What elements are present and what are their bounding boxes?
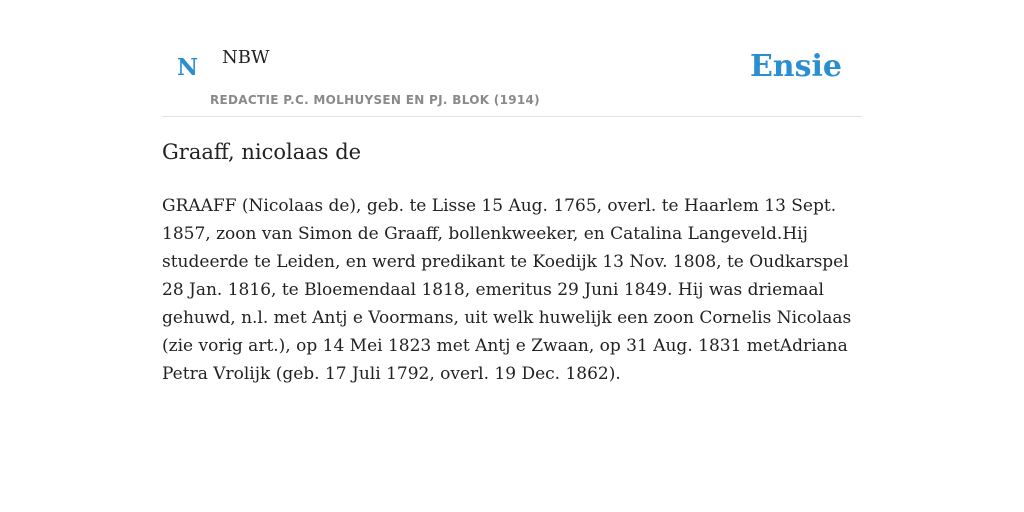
article-body: GRAAFF (Nicolaas de), geb. te Lisse 15 Aug. 1765, overl. te Haarlem 13 Sept. 1857, zoon van Simon de Graaff, bollenkweeker, en Catalina Langeveld.Hij studeerde te Leiden, en werd predikant te Koedijk 13 Nov. 1808, te Oudkarspel 28 Jan. 1816, te Bloemendaal 1818, emeritus 29 Juni 1849. Hij was driemaal gehuwd, n.l. met Antj e Voormans, uit welk huwelijk een zoon Cornelis Nicolaas (zie vorig art.), op 14 Mei 1823 met Antj e Zwaan, op 31 Aug. 1831 metAdriana Petra Vrolijk (geb. 17 Juli 1792, overl. 19 Dec. 1862).	[162, 196, 852, 384]
source-name: NBW	[222, 47, 270, 68]
brand-logo[interactable]: Ensie	[749, 49, 842, 84]
source-subtitle: REDACTIE P.C. MOLHUYSEN EN PJ. BLOK (1914)	[210, 93, 540, 107]
source-header	[162, 0, 862, 117]
article-title: Graaff, nicolaas de	[162, 140, 362, 164]
source-logo[interactable]: N	[177, 54, 199, 81]
